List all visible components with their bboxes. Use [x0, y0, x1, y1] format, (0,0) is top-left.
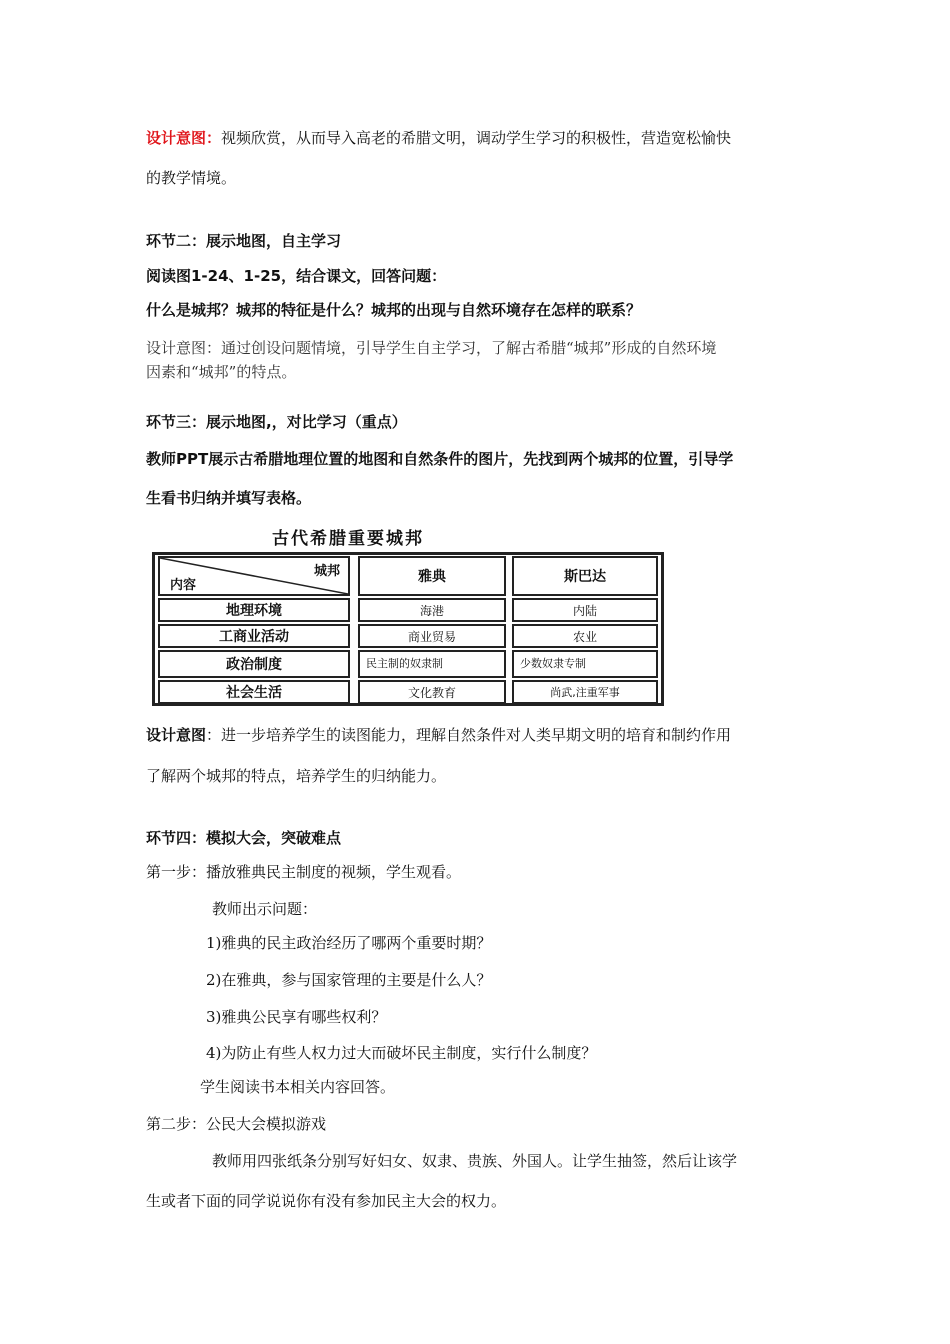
cell-sparta-society: 尚武,注重军事	[512, 680, 658, 704]
section-4-heading: 环节四：模拟大会，突破难点	[146, 829, 342, 847]
section-2-question: 什么是城邦？城邦的特征是什么？城邦的出现与自然环境存在怎样的联系？	[146, 301, 642, 319]
game-description-1: 教师用四张纸条分别写好妇女、奴隶、贵族、外国人。让学生抽签，然后让该学	[212, 1152, 738, 1170]
header-sparta: 斯巴达	[512, 556, 658, 596]
design-intent-1-cont: 的教学情境。	[146, 169, 237, 187]
row-label-society: 社会生活	[158, 680, 350, 704]
section-2-heading: 环节二：展示地图，自主学习	[146, 232, 342, 250]
question-3: 3)雅典公民享有哪些权利？	[206, 1008, 387, 1026]
section-3-para-1: 教师PPT展示古希腊地理位置的地图和自然条件的图片，先找到两个城邦的位置，引导学	[146, 450, 734, 468]
section-3-heading: 环节三：展示地图,，对比学习（重点）	[146, 413, 407, 431]
cell-sparta-commerce: 农业	[512, 624, 658, 648]
game-description-2: 生或者下面的同学说说你有没有参加民主大会的权力。	[146, 1192, 507, 1210]
design-intent-text: 视频欣赏，从而导入高老的希腊文明，调动学生学习的积极性，营造宽松愉快	[221, 129, 732, 147]
section-3-para-2: 生看书归纳并填写表格。	[146, 489, 312, 507]
cell-athens-geography: 海港	[358, 598, 506, 622]
section-2-design-1: 设计意图：通过创设问题情境，引导学生自主学习，了解古希腊“城邦”形成的自然环境	[146, 339, 717, 357]
section-4-step-1: 第一步：播放雅典民主制度的视频，学生观看。	[146, 863, 462, 881]
design-intent-label: 设计意图：	[146, 129, 222, 147]
header-athens: 雅典	[358, 556, 506, 596]
question-2: 2)在雅典，参与国家管理的主要是什么人？	[206, 971, 492, 989]
cell-athens-politics: 民主制的奴隶制	[358, 650, 506, 678]
teacher-questions-intro: 教师出示问题：	[212, 900, 318, 918]
cell-athens-society: 文化教育	[358, 680, 506, 704]
cell-sparta-politics: 少数奴隶专制	[512, 650, 658, 678]
row-label-geography: 地理环境	[158, 598, 350, 622]
design-intent-3-text: ：进一步培养学生的读图能力，理解自然条件对人类早期文明的培育和制约作用	[206, 726, 732, 744]
question-4: 4)为防止有些人权力过大而破坏民主制度，实行什么制度？	[206, 1044, 597, 1062]
design-intent-3-cont: 了解两个城邦的特点，培养学生的归纳能力。	[146, 767, 447, 785]
section-2-design-2: 因素和“城邦”的特点。	[146, 363, 297, 381]
corner-top-label: 城邦	[313, 564, 340, 579]
section-2-read: 阅读图1-24、1-25，结合课文，回答问题：	[146, 267, 447, 285]
design-intent-3	[146, 725, 731, 745]
cell-athens-commerce: 商业贸易	[358, 624, 506, 648]
table-corner-cell	[158, 556, 350, 596]
cell-sparta-geography: 内陆	[512, 598, 658, 622]
row-label-commerce: 工商业活动	[158, 624, 350, 648]
design-intent-3-label: 设计意图	[146, 726, 207, 744]
row-label-politics: 政治制度	[158, 650, 350, 678]
section-4-step-2: 第二步：公民大会模拟游戏	[146, 1115, 327, 1133]
table-title: 古代希腊重要城邦	[272, 529, 424, 549]
question-1: 1)雅典的民主政治经历了哪两个重要时期？	[206, 934, 492, 952]
student-answer: 学生阅读书本相关内容回答。	[200, 1078, 396, 1096]
corner-bottom-label: 内容	[170, 578, 197, 593]
design-intent-1	[146, 128, 731, 148]
city-states-table	[152, 524, 664, 706]
